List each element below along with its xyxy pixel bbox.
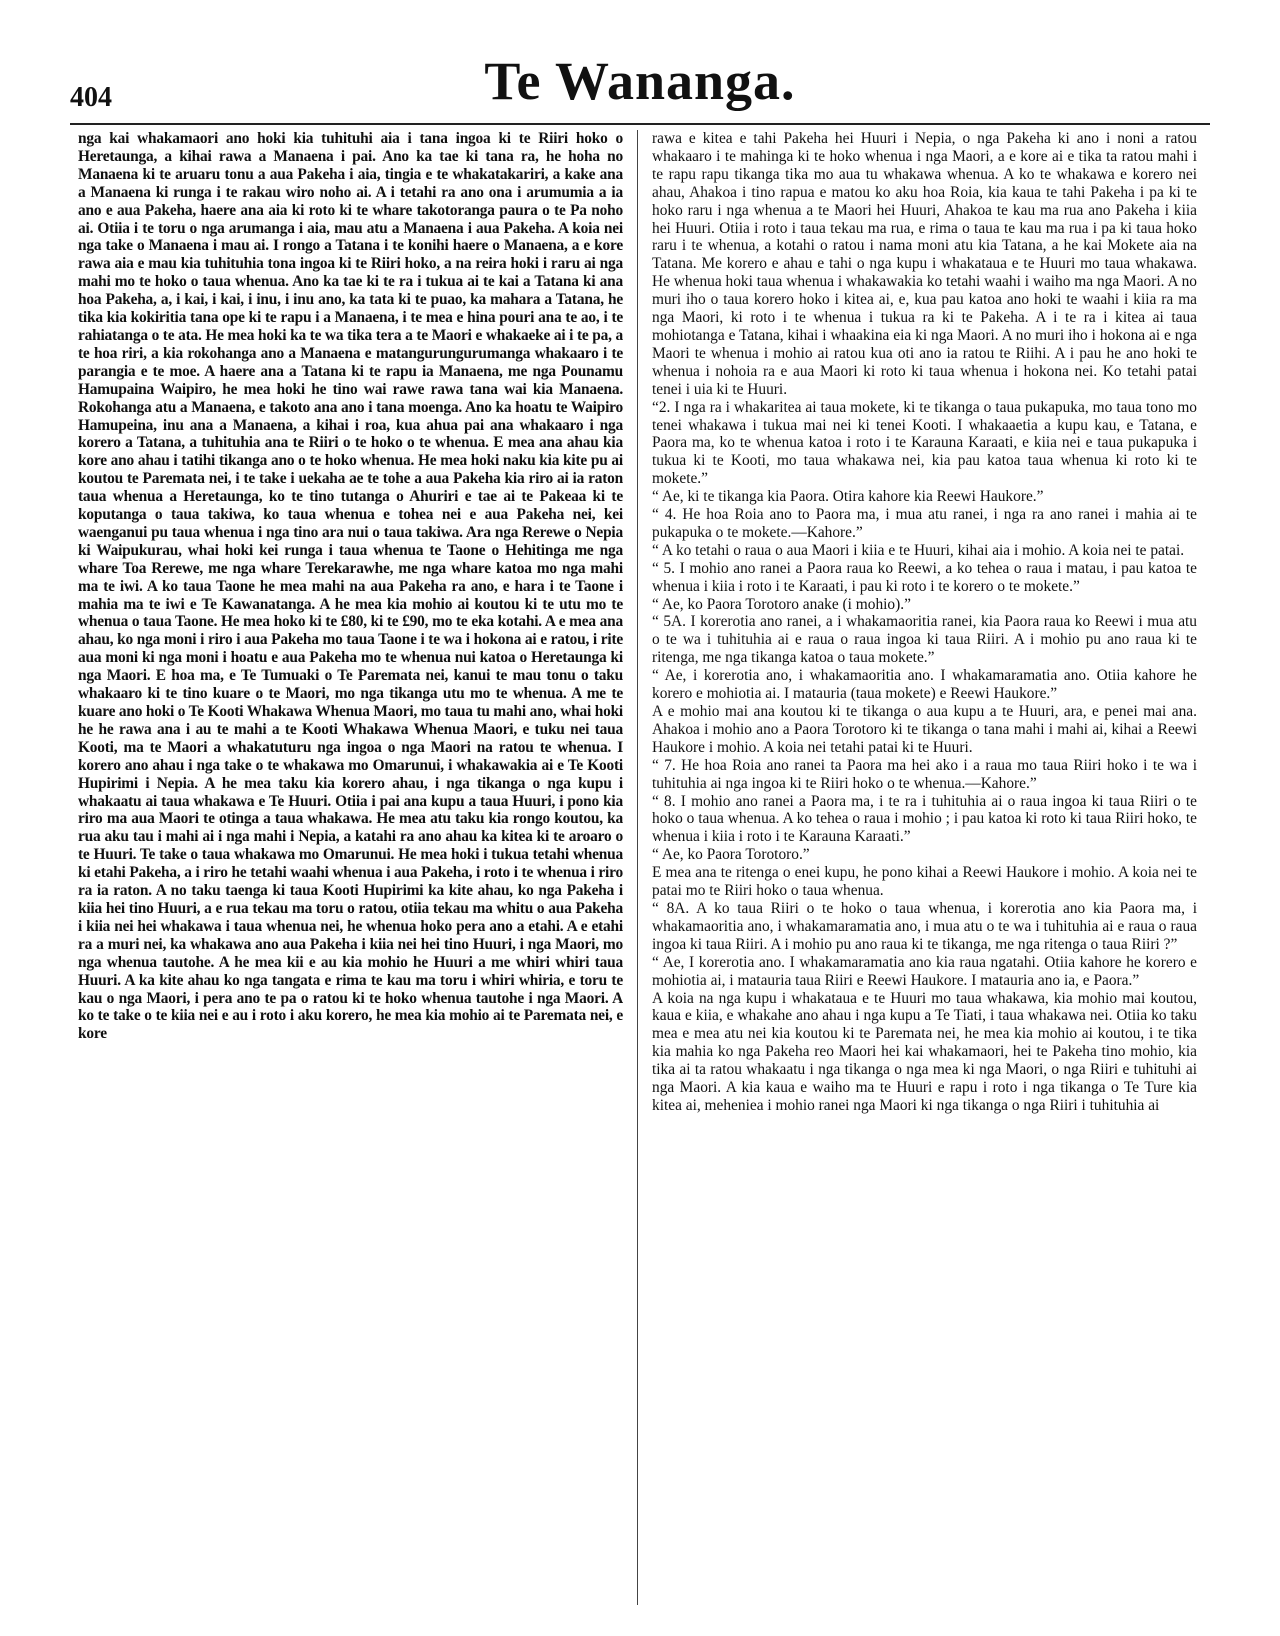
paragraph: “ Ae, ki te tikanga kia Paora. Otira kahore kia Reewi Haukore.”	[652, 488, 1044, 506]
paragraph: “ 8. I mohio ano ranei a Paora ma, i te ra i tuhituhia ai o raua ingoa ki taua Riiri o te hoko o taua whenua. A ko tehea o raua i mohio ; i pau katoa ki roto ki taua Riiri hoko, te whenua i kiia i roto i te Karauna Karaati.”	[652, 792, 1197, 846]
left-column-text: nga kai whakamaori ano hoki kia tuhituhi aia i tana ingoa ki te Riiri hoko o Heretaunga, a kihai rawa a Manaena i pai. Ano ka tae ki tana ra, he hoha no Manaena ki te aruaru tonu a aua Pakeha i aia, tingia e te whakatakariri, a kake ana a Manaena ki runga i te rakau wiro noho ai. A i tetahi ra ano ona i arumumia a ia ano e aua Pakeha, haere ana aia ki roto ki te whare takotoranga paura o te Pa noho ai. Otiia i te toru o nga arumanga i aia, mau atu a Manaena i aua Pakeha. A koia nei nga take o Manaena i mau ai. I rongo a Tatana i te konihi haere o Manaena, a e kore rawa aia e mau kia tuhituhia tona ingoa ki te Riiri hoko, a na reira hoki i raru ai nga mahi mo te hoko o taua whenua. Ano ka tae ki te ra i tukua ai te kai a Tatana ki ana hoa Pakeha, a, i kai, i kai, i inu, i inu ano, ka tata ki te puao, ka mahara a Tatana, he tika kia kokiritia tana ope ki te rapu i a Manaena, i te mea e hina pouri ana te ao, i te rahiatanga o te ata. He mea hoki ka te wa tika tera a te Maori e whakaeke ai i te pa, a te hoa riri, a kia rokohanga ano a Manaena e matangurungurumanga whakaaro i te parangia e te moe. A haere ana a Tatana ki te rapu ia Manaena, me nga Pounamu Hamupaina Waipiro, he mea hoki he tino wai rawe rawa tana wai kia Manaena. Rokohanga atu a Manaena, e takoto ana ano i tana moenga. Ano ka hoatu te Waipiro Hamupeina, inu ana a Manaena, a kihai i roa, kua ahua pai ana whakaaro i nga korero a Tatana, a tuhituhia ana te Riiri o te hoko o te whenua. E mea ana ahau kia kore ano ahau i tatihi tikanga ano o te hoko whenua. He mea hoki naku kia kite pu ai koutou te Paremata nei, i te take i uekaha ae te tohe a aua Pakeha kia riro ai ia raton taua whenua a Heretaunga, ko te tino tutanga o Ahuriri e tae ai te Pakeaa ki te koputanga o taua takiwa, ko taua whenua e tohea nei e aua Pakeha nei, kei waenganui pu taua whenua i nga tino ara nui o taua takiwa. Ara nga Rerewe o Nepia ki Waipukurau, whai hoki kei runga i taua whenua te Taone o Hehitinga me nga whare Toa Rerewe, me nga whare Terekarawhe, me nga whare katoa mo nga mahi ma te iwi. A ko taua Taone he mea mahi na aua Pakeha ra ano, e hara i te Taone i mahia ma te iwi e Te Kawanatanga. A he mea kia mohio ai koutou ki te utu mo te whenua o taua Taone. He mea hoko ki te £80, ki te £90, mo te eka kotahi. A e mea ana ahau, ko nga moni i riro i aua Pakeha mo taua Taone i te wa i hokona ai e ratou, i rite aua moni ki nga moni i hoatu e aua Pakeha mo te whenua nui katoa o Heretaunga ki nga Maori. E hoa ma, e Te Tumuaki o Te Paremata nei, kanui te mau tonu o taku whakaaro ki te tino kuare o te Maori, mo nga tikanga utu mo te whenua. A me te kuare ano hoki o Te Kooti Whakawa Whenua Maori, mo taua tu mahi ano, whai hoki he he rawa ana i au te mahi a te Kooti Whakawa Whenua Maori, e tuku nei taua Kooti, ma te Maori a whakatuturu nga ingoa o nga Maori na ratou te whenua. I korero ano ahau i nga take o te whakawa mo Omarunui, i whakawakia ai e Te Kooti Hupirimi i Nepia. A he mea taku kia korero ahau, i nga tikanga o nga kupu i whakaatu ai taua whakawa e Te Huuri. Otiia i pai ana kupu a taua Huuri, i pono kia riro ma aua Maori te otinga a taua whakawa. He mea atu taku kia rongo koutou, ka rua aku tau i mahi ai i nga mahi i Nepia, a katahi ra ano ahau ka kitea ki te aroaro o te Huuri. Te take o taua whakawa mo Omarunui. He mea hoki i tukua tetahi whenua ki etahi Pakeha, a i riro he tetahi waahi whenua i aua Pakeha, i roto i te whenua i riro ra ia raton. A no taku taenga ki taua Kooti Hupirimi ka kite ahau, ko nga Pakeha i kiia hei tino Huuri, a e rua tekau ma toru o ratou, otiia tekau ma whitu o aua Pakeha i kiia nei hei whakawa i taua whenua nei, he whenua hoko pera ano a etahi. A e etahi ra a muri nei, ka whakawa ano aua Pakeha i kiia nei hei tino Huuri, i nga Maori, mo nga whenua tautohe. A he mea kii e au kia mohio he Huuri a me whiri whiri taua Huuri. A ka kite ahau ko nga tangata e rima te kau ma toru i whiri whiria, e toru te kau o nga Maori, i pera ano te pa o ratou ki te hoko whenua tautohe i nga Maori. A ko te take o te kiia nei e au i roto i aku korero, he mea kia mohio ai te Paremata nei, e kore	[78, 130, 623, 1043]
paragraph: A koia na nga kupu i whakataua e te Huuri mo taua whakawa, kia mohio mai koutou, kaua e kiia, e whakahe ano ahau i nga kupu a Te Tiati, i taua whakawa nei. Otiia ko taku mea e mea atu nei kia koutou ki te Paremata nei, he mea kia mohio ai koutou, i te tika kia mahia ko nga Pakeha reo Maori hei kai whakamaori, hei te Pakeha tino mohio, kia tika ai ta ratou whakaatu i nga tikanga o nga mea ki nga Maori, o nga Riiri e tuhituhi ai nga Maori. A kia kaua e waiho ma te Huuri e rapu i roto i nga tikanga o Te Ture kia kitea ai, meheniea i mohio ranei nga Maori ki nga tikanga o nga Riiri i tuhituhia ai	[652, 989, 1197, 1114]
header-rule	[70, 123, 1210, 125]
paragraph: “ Ae, ko Paora Torotoro anake (i mohio).”	[652, 595, 911, 613]
paragraph: “ 7. He hoa Roia ano ranei ta Paora ma hei ako i a raua mo taua Riiri hoko i te wa i tuhituhia ai nga ingoa ki te Riiri hoko o te whenua.—Kahore.”	[652, 756, 1197, 792]
paragraph: “ 8A. A ko taua Riiri o te hoko o taua whenua, i korerotia ano kia Paora ma, i whakamaoritia ano, i whakamaramatia ano, i mua atu o te wa i tuhituhia ai e raua o raua ingoa ki taua Riiri. A i mohio pu ano raua ki te tikanga, me nga ritenga o taua Riiri ?”	[652, 899, 1197, 953]
paragraph: “ Ae, i korerotia ano, i whakamaoritia ano. I whakamaramatia ano. Otiia kahore he korero e mohiotia ai. I matauria (taua mokete) e Reewi Haukore.”	[652, 667, 1197, 703]
column-divider	[637, 130, 638, 1605]
right-column	[652, 130, 1197, 1610]
paragraph: “ Ae, I korerotia ano. I whakamaramatia ano kia raua ngatahi. Otiia kahore he korero e mohiotia ai, i matauria taua Riiri e Reewi Haukore. I matauria ano ia, e Paora.”	[652, 953, 1197, 989]
paragraph: “ 5A. I korerotia ano ranei, a i whakamaoritia ranei, kia Paora raua ko Reewi i mua atu o te wa i tuhituhia ai e raua o raua ingoa ki taua Riiri. A i mohio pu ano raua ki te ritenga, me nga tikanga katoa o taua mokete.”	[652, 613, 1197, 667]
paragraph: rawa e kitea e tahi Pakeha hei Huuri i Nepia, o nga Pakeha ki ano i noni a ratou whakaaro i te mahinga ki te hoko whenua i nga Maori, a e kore ai e tika ta ratou mahi i te rapu rapu tikanga tika mo aua tu whakawa whenua. A ko te whakawa e korero nei ahau, Ahakoa i tino rapua e matou ko aku hoa Roia, kia kaua te tahi Pakeha i pa ki te hoko raru i nga whenua a te Maori hei Huuri, Ahakoa te kau ma rua ano Pakeha i kiia hei Huuri. Otiia i roto i taua tekau ma rua, e rima o taua te kau ma rua i pa ki taua hoko raru i te whenua, a kotahi o ratou i nama moni atu kia Tatana, a he kai Mokete aia na Tatana. Me korero e ahau e tahi o nga kupu i whakataua e te Huuri mo taua whakawa. He whenua hoki taua whenua i whakawakia ko tetahi waahi i waiho ma nga Maori. A no muri iho o taua korero hoko i kitea ai, e, kua pau katoa ano hoki te waahi i kiia ra ma nga Maori, ki roto i te whenua i tukua ra ki te Pakeha. A i te ra i kitea ai taua mohiotanga e Tatana, kihai i whaakina eia ki nga Maori. A no muri iho i hokona ai e nga Maori te whenua i mohio ai ratou kua oti ano ia ratou te Riihi. A i pau he ano hoki te whenua i nohoia ra e aua Maori ki roto ki taua whenua i hokona nei. Ko tetahi patai tenei i uia ki te Huuri.	[652, 130, 1197, 398]
masthead-title: Te Wananga.	[484, 51, 796, 111]
left-column	[78, 130, 623, 1610]
paragraph: A e mohio mai ana koutou ki te tikanga o aua kupu a te Huuri, ara, e penei mai ana. Ahakoa i mohio ano a Paora Torotoro ki te tikanga o tana mahi i mahi ai, kihai a Reewi Haukore i mohio. A koia nei tetahi patai ki te Huuri.	[652, 703, 1197, 756]
paragraph: “ 4. He hoa Roia ano to Paora ma, i mua atu ranei, i nga ra ano ranei i mahia ai te pukapuka o te mokete.—Kahore.”	[652, 506, 1197, 541]
page-number: 404	[70, 82, 112, 113]
page-header	[0, 50, 1280, 120]
paragraph: E mea ana te ritenga o enei kupu, he pono kihai a Reewi Haukore i mohio. A koia nei te patai mo te Riiri hoko o taua whenua.	[652, 864, 1197, 900]
paragraph: “2. I nga ra i whakaritea ai taua mokete, ki te tikanga o taua pukapuka, mo taua tono mo tenei whakawa i tukua mai nei ki tenei Kooti. I whakaaetia a kupu kau, e Tatana, e Paora ma, ko te whenua katoa i roto i te Karauna Karaati, e kiia nei e taua pukapuka i tukua ki te Kooti, mo taua whakawa nei, kia pau katoa taua whenua ki roto ki te mokete.”	[652, 398, 1197, 488]
paragraph: “ 5. I mohio ano ranei a Paora raua ko Reewi, a ko tehea o raua i matau, i pau katoa te whenua i kiia i roto i te Karaati, i pau ki roto i te korero o te mokete.”	[652, 559, 1197, 595]
paragraph: “ A ko tetahi o raua o aua Maori i kiia e te Huuri, kihai aia i mohio. A koia nei te patai.	[652, 541, 1185, 559]
paragraph: “ Ae, ko Paora Torotoro.”	[652, 846, 810, 864]
